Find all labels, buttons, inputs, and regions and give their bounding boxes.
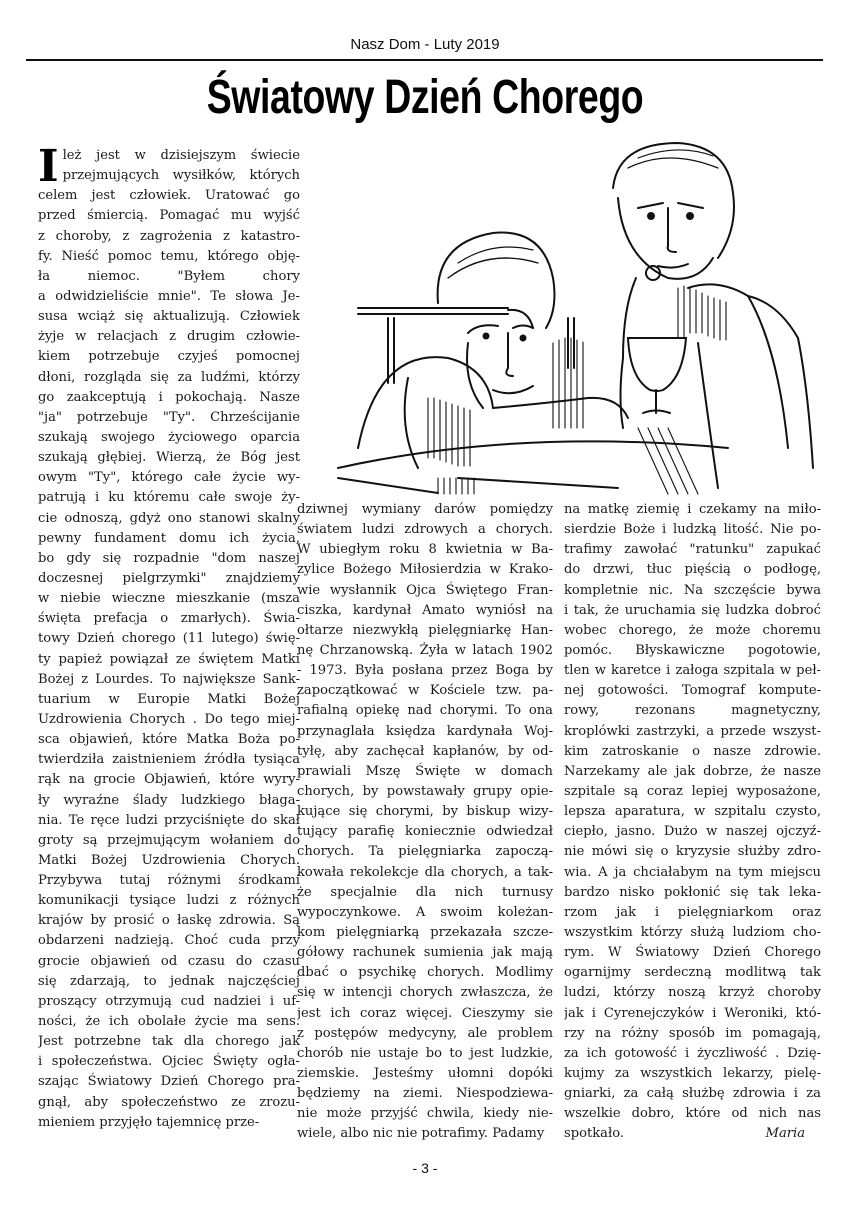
text-line: rowy, rezonans magnetyczny, [564, 703, 821, 719]
text-line: pomóc. Błyskawiczne pogotowie, [564, 642, 821, 658]
text-line: nej gotowości. Tomograf kompute- [564, 683, 821, 699]
text-line: owym "Ty", którego całe życie wy- [38, 470, 300, 486]
text-line: ła niemoc. "Byłem chory [38, 268, 300, 284]
text-line: z postępów medycyny, ale problem [297, 1025, 553, 1041]
text-line: zapoczątkować w Kościele tzw. pa- [297, 683, 553, 699]
text-line: pewny fundament domu ich życia, [38, 530, 300, 546]
text-line: spotkało. Maria [564, 1124, 821, 1144]
text-line: tuarium w Europie Matki Bożej [38, 691, 300, 707]
text-line: obdarzeni nadzieją. Choć cuda przy [38, 933, 300, 949]
text-line: ołtarze niezwykłą pielęgniarkę Han- [297, 622, 553, 638]
text-line: do drzwi, tłuc pięścią o podłogę, [564, 562, 821, 578]
text-line: kroplówki zastrzyki, a przede wszyst- [564, 723, 821, 739]
text-line: sca objawień, które Matka Boża po- [38, 732, 300, 748]
text-line: w niebie wieczne mieszkanie (msza [38, 591, 300, 607]
text-line: grocie objawień od czasu do czasu [38, 953, 300, 969]
article-column-middle [297, 500, 553, 1145]
text-line: Przybywa tutaj różnymi środkami [38, 873, 300, 889]
text-line: z choroby, z zagrożenia z katastro- [38, 228, 300, 244]
text-line: szając Światowy Dzień Chorego pra- [38, 1074, 300, 1090]
text-line: będziemy na ziemi. Niespodziewa- [297, 1086, 553, 1102]
illustration-priest-communion [318, 128, 828, 496]
text-line: rafialną opiekę nad chorymi. To ona [297, 703, 553, 719]
text-line: ty papież powiązał ze świętem Matki [38, 651, 300, 667]
text-line: kujmy za wszystkich lekarzy, pielę- [564, 1065, 821, 1081]
text-line: bo gdy się rozpadnie "dom naszej [38, 550, 300, 566]
text-line: kowała rekolekcje dla chorych, a tak- [297, 864, 553, 880]
text-line: proszący otrzymują cud nadziei i uf- [38, 993, 300, 1009]
text-line: wia. A ja chciałabym na tym miejscu [564, 864, 821, 880]
text-line: patrują i ku któremu całe swoje ży- [38, 490, 300, 506]
text-line: sierdzie Boże i ludzką litość. Nie po- [564, 522, 821, 538]
text-line: gniarki, za całą służbę zdrowia i za [564, 1086, 821, 1102]
text-line: leż jest w dzisiejszym świecie [62, 148, 300, 163]
text-line: krajów by prosić o łaskę zdrowia. Są [38, 913, 300, 929]
text-line: ogarnijmy serdeczną modlitwą tak [564, 965, 821, 981]
text-line: wiele, albo nic nie potrafimy. Padamy [297, 1126, 545, 1142]
text-line: chorych, by powstawały grupy opie- [297, 783, 553, 799]
text-line: ciszka, kardynał Amato wyniósł na [297, 602, 553, 618]
text-line: wszystkim którzy służą ludziom cho- [564, 924, 821, 940]
text-line: się w intencji chorych zwłaszcza, że [297, 985, 553, 1001]
text-line: rym. W Światowy Dzień Chorego [564, 945, 821, 961]
text-line: celem jest człowiek. Uratować go [38, 188, 300, 204]
text-line: mieniem przyjęło tajemnicę prze- [38, 1114, 260, 1130]
text-line: a odwidzieliście mnie". Te słowa Je- [38, 288, 300, 304]
text-line: prawiali Mszę Święte w domach [297, 763, 553, 779]
text-line: towy Dzień chorego (11 lutego) świę- [38, 631, 300, 647]
text-line: trafimy zawołać "ratunku" zapukać [564, 542, 821, 558]
text-line: żyje w relacjach z drugim człowie- [38, 329, 300, 345]
text-line: tyłę, aby zachęcał kapłanów, by od- [297, 743, 553, 759]
text-line: kim zatroskanie o nasze zdrowie. [564, 743, 821, 759]
text-line: wszelkie dobro, które od nich nas [564, 1106, 821, 1122]
text-line: za ich gotowość i życzliwość . Dzię- [564, 1045, 821, 1061]
text-line: nie mówi się o kryzysie służby zdro- [564, 844, 821, 860]
text-line: W ubiegłym roku 8 kwietnia w Ba- [297, 542, 553, 558]
text-line: ciepło, jasno. Dużo w naszej ojczyź- [564, 824, 821, 840]
text-line: że specjalnie dla nich turnusy [297, 884, 553, 900]
text-line: ludzi, którzy noszą krzyż choroby [564, 985, 821, 1001]
text-line: światem ludzi zdrowych a chorych. [297, 522, 553, 538]
text-line: na matkę ziemię i czekamy na miło- [564, 502, 821, 517]
text-line: dłoni, rozgląda się za ludźmi, którzy [38, 369, 300, 385]
text-line: Bożej z Lourdes. To największe Sank- [38, 671, 300, 687]
text-line: rąk na grocie Objawień, które wyry- [38, 772, 300, 788]
text-line: chorób nie ustaje bo to jest ludzkie, [297, 1045, 553, 1061]
text-line: i tak, że uruchamia się ludzka dobroć [564, 602, 821, 618]
text-line: przed śmiercią. Pomagać mu wyjść [38, 208, 300, 224]
text-line: szpitale są coraz lepiej wyposażone, [564, 783, 821, 799]
article-column-left [38, 141, 300, 1133]
text-line: komunikacji tysiące ludzi z różnych [38, 893, 300, 909]
page-number: - 3 - [412, 1160, 438, 1176]
text-line: szukają głębiej. Wierzą, że Bóg jest [38, 450, 300, 466]
text-line: rzy na różny sposób im pomagają, [564, 1025, 821, 1041]
text-line: - 1973. Była posłana przez Boga by [297, 663, 553, 679]
text-line: fy. Nieść pomoc temu, którego obję- [38, 248, 300, 264]
text-line: kompletnie nic. Na szczęście bywa [564, 582, 821, 598]
text-line: nia. Te ręce ludzi przyciśnięte do skał [38, 812, 300, 828]
text-line: wie wysłannik Ojca Świętego Fran- [297, 582, 553, 598]
text-line: Jest potrzebne tak dla chorego jak [38, 1034, 300, 1050]
author-signature: Maria [765, 1126, 805, 1142]
text-line: wobec chorego, że może choremu [564, 622, 821, 638]
article-column-right [564, 500, 821, 1145]
text-line: bardzo nisko pokłonić się tak leka- [564, 884, 821, 900]
text-line: kiem potrzebuje czyjeś pomocnej [38, 349, 300, 365]
text-line: jak i Cyrenejczyków i Weroniki, któ- [564, 1005, 821, 1021]
text-line: rzom jak i pielęgniarkom oraz [564, 904, 821, 920]
text-line: gnął, aby społeczeństwo ze zrozu- [38, 1094, 300, 1110]
text-line: kom pielęgniarką przekazała szcze- [297, 924, 553, 940]
text-line: groty są przejmującym wołaniem do [38, 832, 300, 848]
text-line: święta prefacja o zmarłych). Świa- [38, 611, 300, 627]
text-line: tlen w karetce i załoga szpitala w peł- [564, 663, 821, 679]
text-line: nie może przyjść chwila, kiedy nie- [297, 1106, 553, 1122]
text-line: "ja" potrzebuje "Ty". Chrześcijanie [38, 409, 300, 425]
text-line: jest ich coraz więcej. Cieszymy sie [297, 1005, 553, 1021]
text-line: twierdziła zaistnieniem źródła tysiąca [38, 752, 300, 768]
text-line: ziemskie. Jesteśmy ułomni dopóki [297, 1065, 553, 1081]
publication-header: Nasz Dom - Luty 2019 [350, 36, 500, 53]
text-line: przejmujących wysiłków, których [62, 168, 300, 184]
article-title: Światowy Dzień Chorego [206, 71, 644, 124]
text-line: dbać o psychikę chorych. Modlimy [297, 965, 553, 981]
text-line: szukają swojego życiowego oparcia [38, 429, 300, 445]
ink-drawing-icon [318, 128, 828, 496]
text-line: tujący parafię koniecznie odwiedzał [297, 824, 553, 840]
text-line: Narzekamy ale jak dobrze, że nasze [564, 763, 821, 779]
text-line: doczesnej pielgrzymki" znajdziemy [38, 570, 300, 586]
text-line: przynaglała księdza kardynała Woj- [297, 723, 553, 739]
text-line: Uzdrowienia Chorych . Do tego miej- [38, 711, 300, 727]
text-line: ności, że ich obolałe życie ma sens. [38, 1014, 300, 1030]
text-line: się zdarzają, to jednak najczęściej [38, 973, 300, 989]
text-line: susa wciąż się aktualizują. Człowiek [38, 309, 300, 325]
text-line: wypoczynkowe. A swoim koleżan- [297, 904, 553, 920]
text-line: i społeczeństwa. Ojciec Święty ogła- [38, 1054, 300, 1070]
drop-cap: I [38, 141, 59, 192]
text-line: go zaakceptują i pokochają. Nasze [38, 389, 300, 405]
text-line: ły wyraźne ślady ludzkiego błaga- [38, 792, 300, 808]
text-line: zylice Bożego Miłosierdzia w Krako- [297, 562, 553, 578]
text-line: kujące się chorymi, by biskup wizy- [297, 804, 553, 820]
text-line: cie odnoszą, gdyż ono stanowi skalny [38, 510, 300, 526]
text-line: gółowy rachunek sumienia jak mają [297, 945, 553, 961]
text-line: nę Chrzanowską. Żyła w latach 1902 [297, 642, 553, 658]
text-line: Matki Bożej Uzdrowienia Chorych. [38, 852, 300, 868]
header-divider [26, 59, 823, 61]
text-line: dziwnej wymiany darów pomiędzy [297, 502, 553, 517]
text-line: chorych. Ta pielęgniarka zapoczą- [297, 844, 553, 860]
text-line: lepsza aparatura, w szpitalu czysto, [564, 804, 821, 820]
